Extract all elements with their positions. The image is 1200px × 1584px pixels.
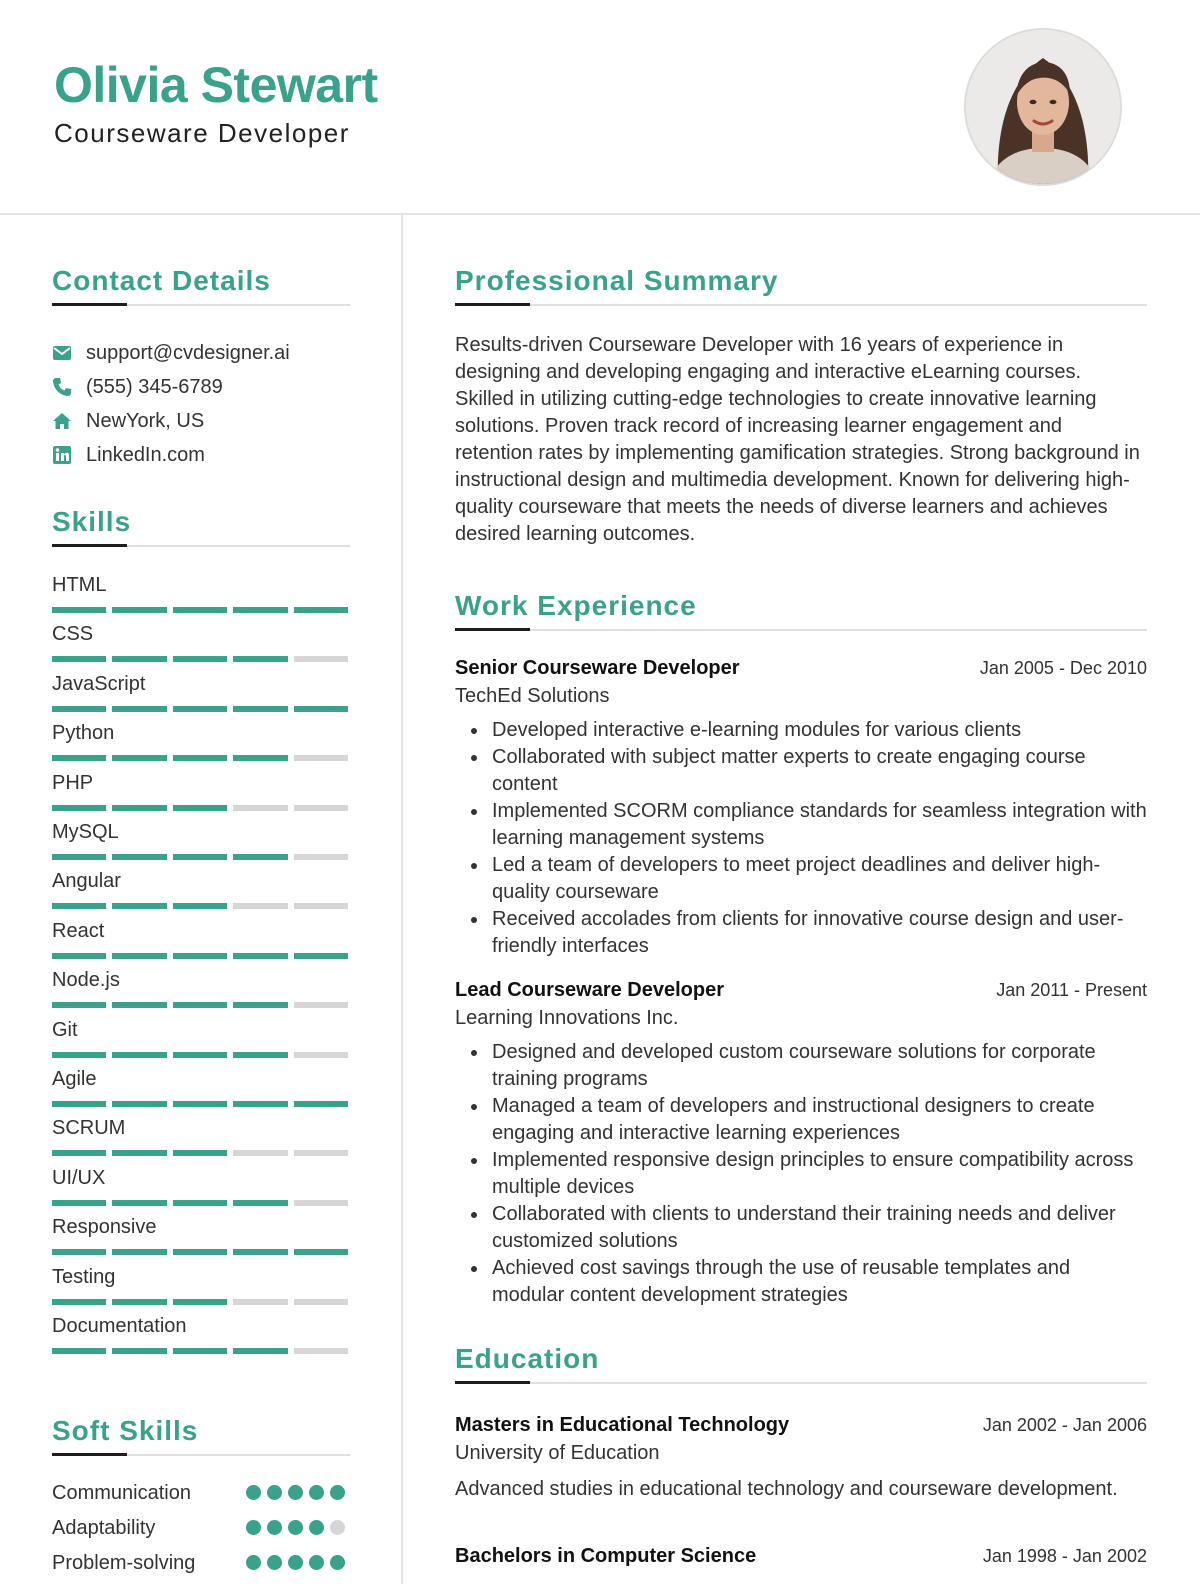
skill-name: Python bbox=[52, 722, 115, 744]
skills-heading: Skills bbox=[52, 506, 132, 537]
skill-level-segment bbox=[112, 953, 166, 959]
skill-level-segment bbox=[294, 953, 348, 959]
skill-level-segment bbox=[173, 1150, 227, 1156]
skill-level-segment bbox=[233, 805, 287, 811]
rating-dot bbox=[267, 1555, 282, 1570]
rating-dot bbox=[246, 1555, 261, 1570]
skill-name: Node.js bbox=[52, 969, 120, 991]
skill-level-segment bbox=[173, 903, 227, 909]
contact-phone[interactable] bbox=[52, 374, 223, 400]
skill-level-segment bbox=[52, 1348, 106, 1354]
rating-dot bbox=[246, 1520, 261, 1535]
job-bullet: Designed and developed custom courseware solutions for corporate training programs bbox=[492, 1039, 1147, 1093]
resume-header bbox=[0, 0, 1200, 215]
candidate-title: Courseware Developer bbox=[54, 118, 350, 148]
rating-dot bbox=[309, 1485, 324, 1500]
job-title: Lead Courseware Developer bbox=[455, 979, 724, 1001]
job-bullet: Implemented SCORM compliance standards for seamless integration with learning management systems bbox=[492, 798, 1147, 852]
skill-row bbox=[52, 1018, 348, 1064]
rating-dot bbox=[330, 1520, 345, 1535]
skill-level-bar bbox=[52, 656, 348, 662]
skill-level-segment bbox=[112, 805, 166, 811]
skill-name: SCRUM bbox=[52, 1117, 126, 1139]
rating-dot bbox=[267, 1520, 282, 1535]
job-bullet: Achieved cost savings through the use of reusable templates and modular content development strategies bbox=[492, 1255, 1147, 1309]
skill-level-bar bbox=[52, 1299, 348, 1305]
home-icon bbox=[52, 411, 72, 431]
skill-level-bar bbox=[52, 1249, 348, 1255]
candidate-name: Olivia Stewart bbox=[54, 57, 378, 113]
skill-level-segment bbox=[173, 607, 227, 613]
skill-row bbox=[52, 820, 348, 866]
education-school: University of Education bbox=[455, 1442, 660, 1464]
skill-level-segment bbox=[52, 953, 106, 959]
skill-level-segment bbox=[52, 755, 106, 761]
skill-level-segment bbox=[294, 1002, 348, 1008]
summary-text: Results-driven Courseware Developer with 16 years of experience in designing and developing engaging and interactive eLearning courses. Skilled in utilizing cutting-edge technologies to create innovative learning solutions. Proven track record of increasing learner engagement and retention rates by implementing gamification strategies. Strong background in instructional design and multimedia development. Known for delivering high-quality courseware that meets the needs of diverse learners and achieves desired learning outcomes. bbox=[455, 334, 1140, 545]
skill-level-segment bbox=[52, 706, 106, 712]
skill-row bbox=[52, 721, 348, 767]
education-degree: Masters in Educational Technology bbox=[455, 1414, 790, 1436]
education-dates: Jan 2002 - Jan 2006 bbox=[982, 1415, 1147, 1435]
skill-level-segment bbox=[294, 1200, 348, 1206]
contact-linkedin[interactable] bbox=[52, 442, 205, 468]
job-company: TechEd Solutions bbox=[455, 685, 610, 707]
skill-row bbox=[52, 771, 348, 817]
skill-level-segment bbox=[173, 1002, 227, 1008]
skill-level-segment bbox=[52, 1200, 106, 1206]
skill-level-segment bbox=[173, 1200, 227, 1206]
skill-level-segment bbox=[233, 1249, 287, 1255]
skill-level-segment bbox=[294, 656, 348, 662]
skill-level-segment bbox=[233, 607, 287, 613]
skill-level-segment bbox=[112, 755, 166, 761]
rating-dot bbox=[330, 1485, 345, 1500]
skill-name: Agile bbox=[52, 1068, 97, 1090]
contact-location bbox=[52, 408, 204, 434]
skill-name: Responsive bbox=[52, 1216, 157, 1238]
skill-level-segment bbox=[52, 1002, 106, 1008]
skill-level-segment bbox=[233, 1101, 287, 1107]
summary-heading: Professional Summary bbox=[455, 265, 779, 296]
skill-level-segment bbox=[173, 1249, 227, 1255]
skill-level-segment bbox=[112, 1348, 166, 1354]
skill-level-segment bbox=[233, 755, 287, 761]
skill-level-segment bbox=[294, 854, 348, 860]
skill-level-segment bbox=[52, 1150, 106, 1156]
skill-level-segment bbox=[112, 1150, 166, 1156]
soft-skill-row bbox=[52, 1550, 348, 1580]
skill-level-segment bbox=[294, 903, 348, 909]
contact-email[interactable] bbox=[52, 340, 290, 366]
skill-level-segment bbox=[294, 1249, 348, 1255]
soft-skill-row bbox=[52, 1515, 348, 1545]
skill-level-segment bbox=[233, 953, 287, 959]
skill-level-segment bbox=[294, 1299, 348, 1305]
skill-level-segment bbox=[112, 1299, 166, 1305]
soft-skill-rating bbox=[246, 1555, 345, 1570]
job-dates: Jan 2011 - Present bbox=[996, 980, 1147, 1000]
skill-level-bar bbox=[52, 607, 348, 613]
job-bullet: Managed a team of developers and instructional designers to create engaging and interactive learning experiences bbox=[492, 1093, 1147, 1147]
skill-level-segment bbox=[112, 1052, 166, 1058]
column-divider bbox=[401, 213, 403, 1584]
skill-level-segment bbox=[173, 656, 227, 662]
skill-level-segment bbox=[233, 1002, 287, 1008]
skill-level-segment bbox=[173, 1101, 227, 1107]
skill-level-segment bbox=[173, 854, 227, 860]
soft-skill-name: Problem-solving bbox=[52, 1552, 196, 1574]
skill-level-segment bbox=[294, 1101, 348, 1107]
rating-dot bbox=[330, 1555, 345, 1570]
skill-level-segment bbox=[173, 706, 227, 712]
skill-level-segment bbox=[294, 1052, 348, 1058]
rating-dot bbox=[246, 1485, 261, 1500]
experience-heading: Work Experience bbox=[455, 590, 697, 621]
skill-level-segment bbox=[294, 607, 348, 613]
soft-skill-row bbox=[52, 1480, 348, 1510]
skill-name: HTML bbox=[52, 574, 107, 596]
skill-level-bar bbox=[52, 1150, 348, 1156]
contact-email-text: support@cvdesigner.ai bbox=[86, 341, 290, 364]
skill-name: React bbox=[52, 920, 105, 942]
job-bullet: Collaborated with subject matter experts to create engaging course content bbox=[492, 744, 1147, 798]
job-bullet: Developed interactive e-learning modules for various clients bbox=[492, 717, 1147, 744]
skills-heading-rule bbox=[52, 545, 350, 547]
profile-photo bbox=[964, 28, 1122, 186]
skill-name: Testing bbox=[52, 1266, 116, 1288]
skill-row bbox=[52, 1314, 348, 1360]
rating-dot bbox=[288, 1555, 303, 1570]
skill-level-bar bbox=[52, 805, 348, 811]
skill-level-segment bbox=[52, 656, 106, 662]
contact-heading: Contact Details bbox=[52, 265, 271, 296]
contact-phone-text: (555) 345-6789 bbox=[86, 375, 223, 398]
soft-skill-rating bbox=[246, 1485, 345, 1500]
skill-level-bar bbox=[52, 706, 348, 712]
skill-level-segment bbox=[294, 805, 348, 811]
skill-level-bar bbox=[52, 1200, 348, 1206]
skill-level-segment bbox=[173, 1052, 227, 1058]
envelope-icon bbox=[52, 343, 72, 363]
skill-row bbox=[52, 1166, 348, 1212]
skill-name: Documentation bbox=[52, 1315, 187, 1337]
skill-level-segment bbox=[112, 1249, 166, 1255]
skill-level-segment bbox=[112, 1200, 166, 1206]
skill-level-segment bbox=[233, 706, 287, 712]
skill-row bbox=[52, 869, 348, 915]
skill-row bbox=[52, 1116, 348, 1162]
skill-name: PHP bbox=[52, 772, 94, 794]
skill-name: UI/UX bbox=[52, 1167, 106, 1189]
job-bullet: Received accolades from clients for innovative course design and user-friendly interfaces bbox=[492, 906, 1147, 960]
skill-name: MySQL bbox=[52, 821, 119, 843]
skill-level-segment bbox=[52, 1052, 106, 1058]
skill-level-segment bbox=[52, 1299, 106, 1305]
skill-level-segment bbox=[112, 706, 166, 712]
skill-level-segment bbox=[52, 854, 106, 860]
rating-dot bbox=[288, 1520, 303, 1535]
skill-level-segment bbox=[112, 854, 166, 860]
skill-level-bar bbox=[52, 903, 348, 909]
skill-row bbox=[52, 919, 348, 965]
job-company: Learning Innovations Inc. bbox=[455, 1007, 679, 1029]
education-heading-rule bbox=[455, 1382, 1147, 1384]
skill-level-segment bbox=[233, 1150, 287, 1156]
soft-skill-name: Communication bbox=[52, 1482, 191, 1504]
soft-skill-rating bbox=[246, 1520, 345, 1535]
skill-level-segment bbox=[173, 755, 227, 761]
skill-level-bar bbox=[52, 1052, 348, 1058]
skill-level-segment bbox=[112, 1002, 166, 1008]
contact-location-text: NewYork, US bbox=[86, 409, 205, 432]
contact-linkedin-text: LinkedIn.com bbox=[86, 443, 205, 466]
job-bullets bbox=[455, 1039, 1147, 1309]
job-dates: Jan 2005 - Dec 2010 bbox=[979, 658, 1147, 678]
skill-level-bar bbox=[52, 1348, 348, 1354]
skill-level-segment bbox=[233, 903, 287, 909]
skill-row bbox=[52, 1067, 348, 1113]
skill-level-segment bbox=[294, 1348, 348, 1354]
profile-photo-image bbox=[966, 30, 1120, 184]
skill-level-segment bbox=[233, 656, 287, 662]
contact-heading-rule bbox=[52, 304, 350, 306]
skill-level-segment bbox=[233, 1299, 287, 1305]
education-dates: Jan 1998 - Jan 2002 bbox=[982, 1546, 1147, 1566]
job-bullet: Implemented responsive design principles to ensure compatibility across multiple devices bbox=[492, 1147, 1147, 1201]
skill-level-segment bbox=[112, 607, 166, 613]
skill-level-segment bbox=[233, 854, 287, 860]
skill-level-segment bbox=[112, 656, 166, 662]
soft-skills-heading: Soft Skills bbox=[52, 1415, 199, 1446]
skill-level-segment bbox=[112, 903, 166, 909]
skill-level-segment bbox=[173, 1299, 227, 1305]
job-bullet: Collaborated with clients to understand their training needs and deliver customized solutions bbox=[492, 1201, 1147, 1255]
skill-level-segment bbox=[233, 1200, 287, 1206]
skill-level-segment bbox=[52, 1249, 106, 1255]
skill-row bbox=[52, 968, 348, 1014]
skill-level-segment bbox=[294, 755, 348, 761]
skill-level-bar bbox=[52, 953, 348, 959]
skill-level-segment bbox=[233, 1052, 287, 1058]
soft-skill-name: Adaptability bbox=[52, 1517, 156, 1539]
summary-heading-rule bbox=[455, 304, 1147, 306]
skill-level-bar bbox=[52, 1002, 348, 1008]
skill-name: CSS bbox=[52, 623, 94, 645]
experience-heading-rule bbox=[455, 629, 1147, 631]
skill-row bbox=[52, 622, 348, 668]
soft-skills-heading-rule bbox=[52, 1454, 350, 1456]
job-bullet: Led a team of developers to meet project deadlines and deliver high-quality courseware bbox=[492, 852, 1147, 906]
education-heading: Education bbox=[455, 1343, 600, 1374]
skill-name: Angular bbox=[52, 870, 121, 892]
skill-level-segment bbox=[173, 953, 227, 959]
education-description: Advanced studies in educational technology and courseware development. bbox=[455, 1478, 1118, 1500]
job-title: Senior Courseware Developer bbox=[455, 657, 740, 679]
skill-name: Git bbox=[52, 1019, 78, 1041]
rating-dot bbox=[309, 1555, 324, 1570]
skill-level-bar bbox=[52, 755, 348, 761]
education-degree: Bachelors in Computer Science bbox=[455, 1545, 757, 1567]
skill-level-bar bbox=[52, 1101, 348, 1107]
job-bullets bbox=[455, 717, 1147, 960]
rating-dot bbox=[309, 1520, 324, 1535]
skill-row bbox=[52, 1215, 348, 1261]
skill-level-segment bbox=[52, 805, 106, 811]
linkedin-icon bbox=[52, 445, 72, 465]
rating-dot bbox=[267, 1485, 282, 1500]
phone-icon bbox=[52, 377, 72, 397]
skill-row bbox=[52, 672, 348, 718]
skill-level-segment bbox=[52, 1101, 106, 1107]
skill-row bbox=[52, 1265, 348, 1311]
skill-level-segment bbox=[52, 607, 106, 613]
skill-level-segment bbox=[233, 1348, 287, 1354]
rating-dot bbox=[288, 1485, 303, 1500]
skill-level-segment bbox=[294, 706, 348, 712]
skill-level-segment bbox=[52, 903, 106, 909]
skill-level-segment bbox=[294, 1150, 348, 1156]
skill-level-segment bbox=[112, 1101, 166, 1107]
skill-name: JavaScript bbox=[52, 673, 146, 695]
skill-row bbox=[52, 573, 348, 619]
skill-level-segment bbox=[173, 805, 227, 811]
skill-level-bar bbox=[52, 854, 348, 860]
skill-level-segment bbox=[173, 1348, 227, 1354]
